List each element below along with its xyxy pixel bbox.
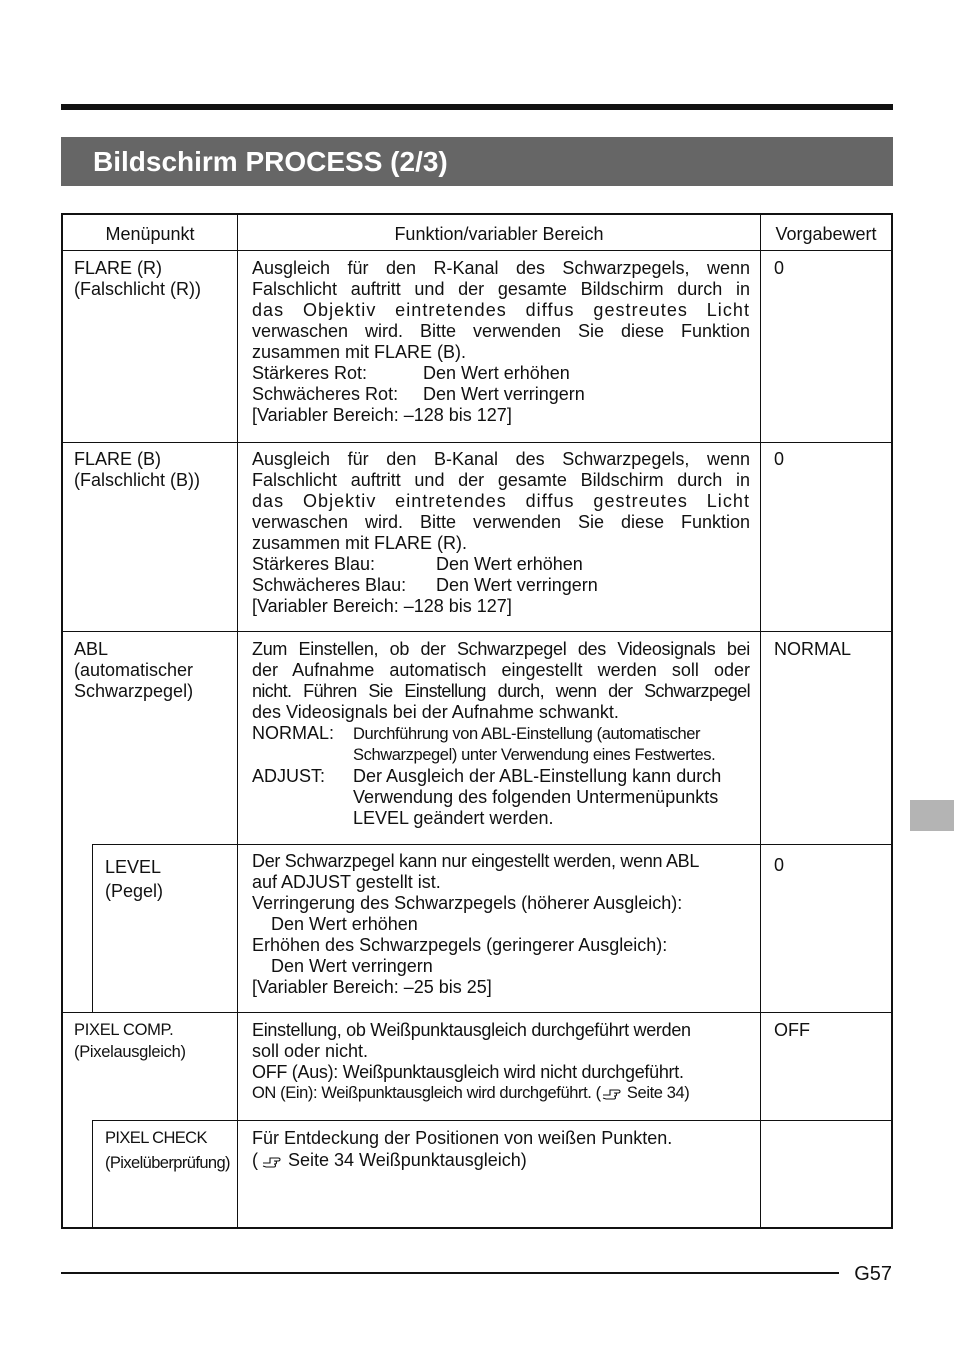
desc-line: Falschlicht auftritt und der gesamte Bildschirm durch in	[252, 279, 750, 299]
desc-line: das Objektiv eintretendes diffus gestreutes Licht	[252, 300, 750, 320]
bottom-rule	[61, 1272, 839, 1274]
item-label: PIXEL COMP.	[74, 1021, 174, 1039]
option-text: Verwendung des folgenden Untermenüpunkts	[353, 787, 719, 807]
pair-value: Den Wert verringern	[436, 575, 598, 595]
desc-line: Der Schwarzpegel kann nur eingestellt werden, wenn ABL	[252, 851, 700, 871]
option-label: NORMAL:	[252, 723, 335, 743]
hand-pointing-icon	[602, 1085, 622, 1106]
row-flare-b-default: 0	[774, 449, 785, 469]
row-level-description	[252, 851, 750, 998]
pair-label: Stärkeres Rot:	[252, 363, 368, 383]
desc-line: zusammen mit FLARE (R).	[252, 533, 468, 553]
row-flare-r-item	[74, 258, 201, 300]
desc-line	[252, 1149, 750, 1173]
desc-line: verwaschen wird. Bitte verwenden Sie diese Funktion	[252, 512, 750, 532]
item-label: (automatischer	[74, 660, 194, 680]
pair-value: Den Wert verringern	[423, 384, 585, 404]
header-item: Menüpunkt	[105, 224, 195, 244]
range-text: [Variabler Bereich: –25 bis 25]	[252, 977, 492, 997]
row-flare-b-item	[74, 449, 200, 491]
option-adjust	[252, 766, 750, 787]
row-flare-b-description	[252, 449, 750, 617]
item-label: FLARE (B)	[74, 449, 162, 469]
header-default: Vorgabewert	[775, 224, 877, 244]
row-pixel-comp-description	[252, 1020, 750, 1106]
desc-pair	[252, 384, 750, 405]
desc-line: Den Wert verringern	[271, 956, 433, 976]
item-label: (Pegel)	[105, 881, 164, 901]
desc-line: OFF (Aus): Weißpunktausgleich wird nicht durchgeführt.	[252, 1062, 684, 1082]
option-text: LEVEL geändert werden.	[353, 808, 554, 828]
row-level-default: 0	[774, 855, 785, 875]
item-label: (Pixelüberprüfung)	[105, 1154, 230, 1172]
row-divider	[63, 1012, 891, 1013]
row-abl-item	[74, 639, 193, 702]
desc-line: nicht. Führen Sie Einstellung durch, wenn der Schwarzpegel	[252, 681, 750, 701]
desc-line: zusammen mit FLARE (B).	[252, 342, 467, 362]
hand-pointing-icon	[262, 1151, 282, 1173]
desc-text: Seite 34)	[622, 1084, 690, 1102]
desc-line	[252, 1083, 750, 1106]
pair-label: Schwächeres Rot:	[252, 384, 399, 404]
item-label: (Falschlicht (R))	[74, 279, 202, 299]
column-divider	[760, 215, 761, 1227]
item-label: PIXEL CHECK	[105, 1129, 207, 1147]
option-text: Der Ausgleich der ABL-Einstellung kann durch	[353, 766, 722, 786]
option-normal	[252, 723, 750, 745]
desc-text: ON (Ein): Weißpunktausgleich wird durchgeführt. (	[252, 1084, 601, 1102]
desc-line: verwaschen wird. Bitte verwenden Sie diese Funktion	[252, 321, 750, 341]
desc-line: Verringerung des Schwarzpegels (höherer Ausgleich):	[252, 893, 683, 913]
row-pixel-check-description	[252, 1127, 750, 1173]
desc-line: Falschlicht auftritt und der gesamte Bildschirm durch in	[252, 470, 750, 490]
desc-line: Zum Einstellen, ob der Schwarzpegel des Videosignals bei	[252, 639, 750, 659]
row-divider	[92, 844, 891, 845]
row-pixel-check-item	[105, 1126, 230, 1176]
option-text: Schwarzpegel) unter Verwendung eines Festwertes.	[353, 746, 716, 764]
desc-line: Für Entdeckung der Positionen von weißen Punkten.	[252, 1128, 673, 1148]
row-divider	[63, 442, 891, 443]
row-abl-description	[252, 639, 750, 829]
desc-line: des Videosignals bei der Aufnahme schwankt.	[252, 702, 619, 722]
row-divider	[63, 250, 891, 251]
desc-line: Ausgleich für den B-Kanal des Schwarzpegels, wenn	[252, 449, 750, 469]
desc-line: Einstellung, ob Weißpunktausgleich durchgeführt werden	[252, 1020, 691, 1040]
item-label: (Falschlicht (B))	[74, 470, 201, 490]
row-divider	[63, 631, 891, 632]
row-level-item	[105, 855, 163, 903]
row-abl-default: NORMAL	[774, 639, 852, 659]
range-text: [Variabler Bereich: –128 bis 127]	[252, 405, 512, 425]
desc-pair	[252, 575, 750, 596]
desc-line: Den Wert erhöhen	[271, 914, 418, 934]
desc-line: der Aufnahme automatisch eingestellt werden soll oder	[252, 660, 750, 680]
item-label: FLARE (R)	[74, 258, 163, 278]
row-divider	[92, 1120, 891, 1121]
row-flare-r-default: 0	[774, 258, 785, 278]
sub-indent-line	[92, 844, 93, 1012]
desc-line: auf ADJUST gestellt ist.	[252, 872, 441, 892]
row-pixel-comp-item	[74, 1019, 186, 1063]
desc-pair	[252, 554, 750, 575]
row-pixel-comp-default: OFF	[774, 1020, 810, 1040]
settings-table	[61, 213, 893, 1229]
row-flare-r-description	[252, 258, 750, 426]
pair-label: Stärkeres Blau:	[252, 554, 376, 574]
desc-text: (	[252, 1150, 258, 1170]
column-divider	[237, 215, 238, 1227]
pair-value: Den Wert erhöhen	[423, 363, 570, 383]
pair-value: Den Wert erhöhen	[436, 554, 583, 574]
desc-pair	[252, 363, 750, 384]
top-rule	[61, 104, 893, 110]
desc-line: Ausgleich für den R-Kanal des Schwarzpegels, wenn	[252, 258, 750, 278]
sub-indent-line	[92, 1120, 93, 1227]
page-title: Bildschirm PROCESS (2/3)	[61, 137, 893, 186]
range-text: [Variabler Bereich: –128 bis 127]	[252, 596, 512, 616]
desc-text: Seite 34 Weißpunktausgleich)	[283, 1150, 527, 1170]
section-tab	[910, 800, 954, 831]
item-label: (Pixelausgleich)	[74, 1043, 186, 1061]
page-number: G57	[854, 1263, 892, 1285]
desc-line: Erhöhen des Schwarzpegels (geringerer Ausgleich):	[252, 935, 668, 955]
item-label: ABL	[74, 639, 109, 659]
pair-label: Schwächeres Blau:	[252, 575, 407, 595]
item-label: Schwarzpegel)	[74, 681, 194, 701]
option-label: ADJUST:	[252, 766, 326, 786]
header-function: Funktion/variabler Bereich	[394, 224, 604, 244]
item-label: LEVEL	[105, 857, 162, 877]
desc-line: das Objektiv eintretendes diffus gestreutes Licht	[252, 491, 750, 511]
desc-line: soll oder nicht.	[252, 1041, 369, 1061]
option-text: Durchführung von ABL-Einstellung (automatischer	[353, 725, 701, 743]
